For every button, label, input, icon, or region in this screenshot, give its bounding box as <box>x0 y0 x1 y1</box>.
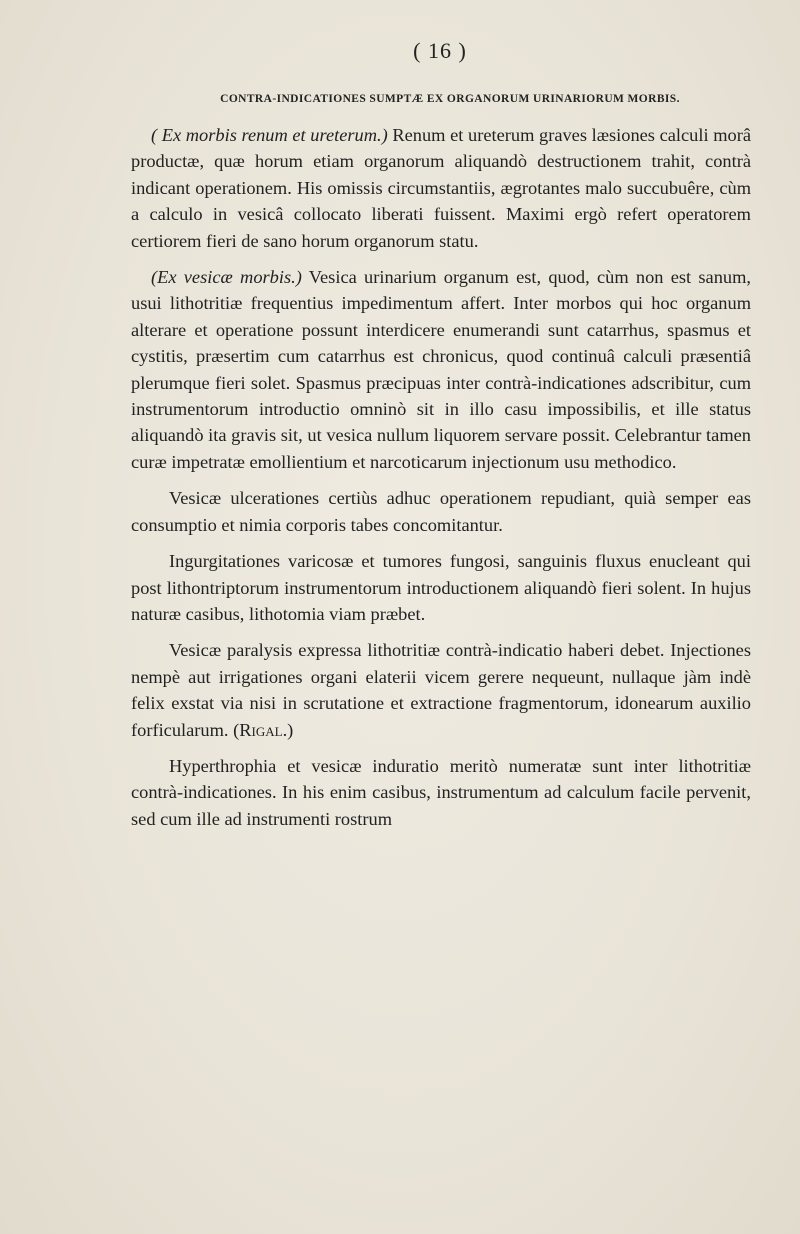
body-text <box>131 122 751 832</box>
paragraph-vesica <box>131 264 751 475</box>
paragraph-text: Vesicæ ulcerationes certiùs adhuc operationem repudiant, quià semper eas consumptio et nimia corporis tabes concomitantur. <box>131 488 751 535</box>
paragraph-lead: (Ex vesicæ morbis.) <box>151 267 302 288</box>
paragraph-ingurgitationes <box>131 548 751 627</box>
paragraph-lead: ( Ex morbis renum et ureterum.) <box>151 125 388 145</box>
paragraph-hyperthrophia <box>131 753 751 832</box>
paragraph-text: Vesicæ paralysis expressa lithotritiæ contrà-indicatio haberi debet. Injectiones nempè aut irrigationes organi elaterii vicem gerere nequeunt, nullaque jàm indè felix exstat via nisi in scrutatione et extractione fragmentorum, idonearum auxilio forficularum. <box>131 640 751 740</box>
paragraph-text: Renum et ureterum graves læsiones calculi morâ productæ, quæ horum etiam organorum aliquandò destructionem trahit, contrà indicant operationem. His omissis circumstantiis, ægrotantes malo succubuêre, cùm a calculo in vesicâ collocato liberati fuissent. Maximi ergò refert operatorem certiorem fieri de sano horum organorum statu. <box>131 125 751 251</box>
paragraph-paralysis <box>131 637 751 743</box>
paragraph-text: Vesica urinarium organum est, quod, cùm non est sanum, usui lithotritiæ frequentius impedimentum affert. Inter morbos qui hoc organum alterare et operatione possunt interdicere enumerandi sunt catarrhus, spasmus et cystitis, præsertim cum catarrhus est chronicus, quod continuâ calculi præsentiâ plerumque fieri solet. Spasmus præcipuas inter contrà-indicationes adscribitur, cum instrumentorum introductio omninò sit in illo casu impossibilis, et ille status aliquandò ita gravis sit, ut vesica nullum liquorem servare possit. Celebrantur tamen curæ impetratæ emollientium et narcoticarum injectionum usu methodico. <box>131 267 751 472</box>
running-head: CONTRA-INDICATIONES SUMPTÆ EX ORGANORUM URINARIORUM MORBIS. <box>220 93 680 105</box>
citation: (Rigal.) <box>233 719 294 740</box>
paragraph-ulcerationes <box>131 485 751 538</box>
paragraph-text: Ingurgitationes varicosæ et tumores fungosi, sanguinis fluxus enucleant qui post lithontriptorum instrumentorum introductionem aliquandò fieri solent. In hujus naturæ casibus, lithotomia viam præbet. <box>131 551 751 624</box>
page-number: ( 16 ) <box>413 38 467 63</box>
paragraph-renum <box>131 122 751 254</box>
paragraph-text: Hyperthrophia et vesicæ induratio meritò numeratæ sunt inter lithotritiæ contrà-indicationes. In his enim casibus, instrumentum ad calculum facile pervenit, sed cum ille ad instrumenti rostrum <box>131 755 751 829</box>
